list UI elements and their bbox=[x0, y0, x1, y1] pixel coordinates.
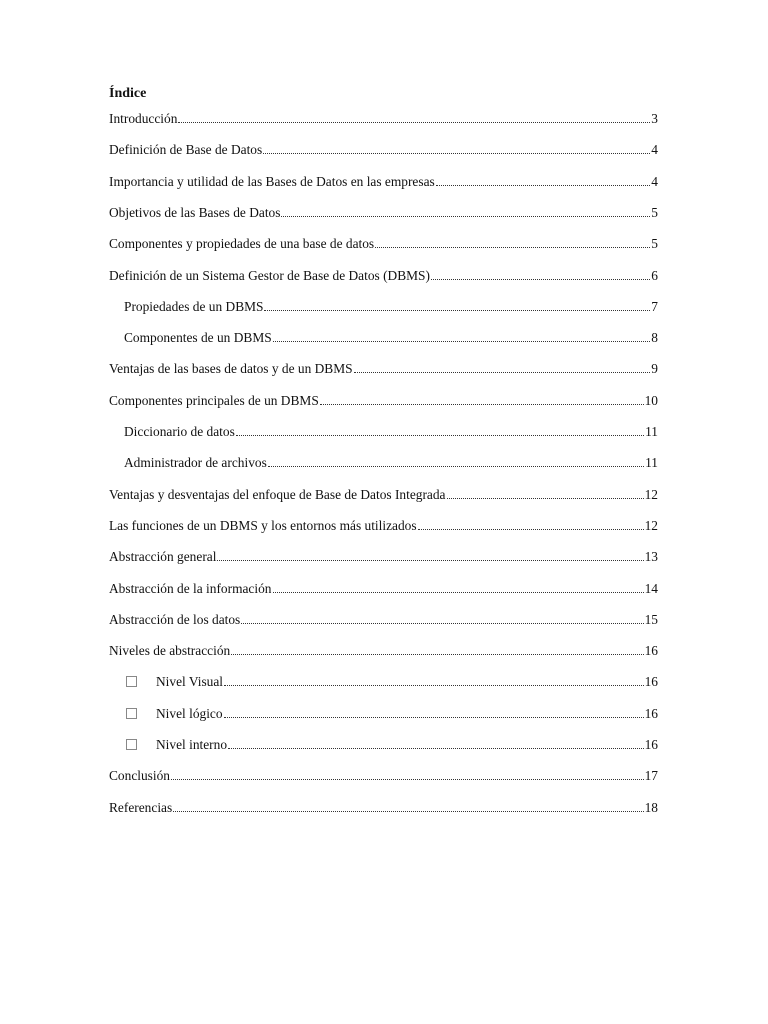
toc-entry-page-number: 17 bbox=[644, 768, 658, 784]
toc-entry-label: Objetivos de las Bases de Datos bbox=[109, 204, 281, 220]
checkbox-bullet-icon bbox=[126, 676, 137, 687]
toc-entry-page-number: 8 bbox=[651, 330, 658, 346]
toc-leader-dots bbox=[224, 707, 644, 718]
toc-entry-page-number: 4 bbox=[651, 142, 658, 158]
toc-leader-dots bbox=[268, 456, 644, 467]
toc-leader-dots bbox=[178, 112, 650, 123]
toc-entry-label: Nivel interno bbox=[156, 737, 228, 752]
toc-leader-dots bbox=[281, 206, 650, 217]
toc-entry-page-number: 5 bbox=[651, 236, 658, 252]
toc-leader-dots bbox=[263, 143, 650, 154]
toc-leader-dots bbox=[431, 269, 650, 280]
toc-entry-page-number: 4 bbox=[651, 173, 658, 189]
toc-leader-dots bbox=[320, 394, 644, 405]
toc-entry-page-number: 11 bbox=[645, 424, 658, 439]
toc-entry[interactable] bbox=[109, 235, 658, 253]
toc-leader-dots bbox=[418, 519, 644, 530]
toc-leader-dots bbox=[228, 738, 644, 749]
toc-leader-dots bbox=[273, 582, 644, 593]
toc-leader-dots bbox=[264, 300, 650, 311]
toc-entry-page-number: 5 bbox=[651, 204, 658, 220]
toc-entry[interactable] bbox=[109, 486, 658, 504]
toc-entry-label: Diccionario de datos bbox=[124, 424, 235, 439]
checkbox-bullet-icon bbox=[126, 708, 137, 719]
toc-leader-dots bbox=[236, 425, 644, 436]
toc-entry-label: Nivel Visual bbox=[156, 674, 224, 690]
toc-leader-dots bbox=[241, 613, 643, 624]
toc-leader-dots bbox=[224, 675, 644, 686]
toc-entry[interactable] bbox=[124, 705, 658, 723]
toc-entry-label: Conclusión bbox=[109, 768, 171, 784]
toc-entry-label: Nivel lógico bbox=[156, 705, 223, 721]
toc-entry-label: Abstracción general bbox=[109, 549, 217, 565]
toc-entry-page-number: 16 bbox=[644, 737, 658, 752]
toc-entry-page-number: 11 bbox=[645, 455, 658, 471]
toc-entry-label: Propiedades de un DBMS bbox=[124, 298, 264, 314]
toc-entry[interactable] bbox=[109, 392, 658, 410]
toc-entry[interactable] bbox=[124, 454, 658, 472]
toc-entry[interactable] bbox=[109, 267, 658, 285]
toc-entry-label: Definición de un Sistema Gestor de Base de Datos (DBMS) bbox=[109, 267, 430, 283]
toc-entry-label: Ventajas de las bases de datos y de un DBMS bbox=[109, 361, 353, 377]
toc-entry-label: Componentes principales de un DBMS bbox=[109, 392, 319, 408]
toc-entry-page-number: 9 bbox=[651, 361, 658, 377]
toc-entry-label: Niveles de abstracción bbox=[109, 643, 231, 659]
toc-leader-dots bbox=[447, 488, 644, 499]
toc-title: Índice bbox=[109, 86, 147, 101]
toc-leader-dots bbox=[217, 550, 643, 561]
checkbox-bullet-icon bbox=[126, 739, 137, 750]
toc-entry-page-number: 16 bbox=[644, 643, 658, 659]
toc-leader-dots bbox=[171, 769, 644, 780]
toc-entry-label: Administrador de archivos bbox=[124, 455, 267, 471]
toc-leader-dots bbox=[436, 175, 651, 186]
toc-entry-page-number: 3 bbox=[651, 111, 658, 126]
toc-entry[interactable] bbox=[109, 173, 658, 191]
toc-entry-label: Abstracción de los datos bbox=[109, 611, 241, 627]
toc-entry[interactable] bbox=[109, 141, 658, 159]
toc-entry-label: Ventajas y desventajas del enfoque de Base de Datos Integrada bbox=[109, 486, 446, 502]
toc-leader-dots bbox=[375, 237, 650, 248]
toc-entry[interactable] bbox=[109, 580, 658, 598]
toc-entry-label: Definición de Base de Datos bbox=[109, 142, 263, 158]
toc-leader-dots bbox=[231, 644, 643, 655]
toc-entry-page-number: 14 bbox=[644, 580, 658, 596]
toc-entry[interactable] bbox=[109, 517, 658, 535]
toc-entry[interactable] bbox=[124, 423, 658, 441]
toc-entry[interactable] bbox=[124, 298, 658, 316]
toc-entry-label: Componentes y propiedades de una base de datos bbox=[109, 236, 375, 252]
toc-entry-label: Referencias bbox=[109, 799, 173, 815]
toc-entry-label: Importancia y utilidad de las Bases de Datos en las empresas bbox=[109, 173, 435, 189]
toc-entry[interactable] bbox=[109, 548, 658, 566]
toc-entry-page-number: 10 bbox=[644, 392, 658, 408]
toc-entry-page-number: 16 bbox=[644, 674, 658, 690]
toc-entry[interactable] bbox=[124, 329, 658, 347]
toc-entry-page-number: 16 bbox=[644, 705, 658, 721]
toc-leader-dots bbox=[173, 801, 643, 812]
toc-entry-page-number: 12 bbox=[644, 486, 658, 502]
toc-entry[interactable] bbox=[109, 767, 658, 785]
toc-entry[interactable] bbox=[109, 360, 658, 378]
toc-entry[interactable] bbox=[109, 110, 658, 128]
toc-entry[interactable] bbox=[109, 611, 658, 629]
toc-entry-page-number: 7 bbox=[651, 298, 658, 314]
toc-entry-label: Abstracción de la información bbox=[109, 580, 272, 596]
toc-entry-page-number: 15 bbox=[644, 611, 658, 627]
toc-entry-page-number: 18 bbox=[644, 799, 658, 815]
toc-entry-page-number: 13 bbox=[644, 549, 658, 565]
toc-entry[interactable] bbox=[109, 799, 658, 817]
toc-entry[interactable] bbox=[124, 736, 658, 754]
toc-leader-dots bbox=[354, 362, 651, 373]
toc-entry-label: Componentes de un DBMS bbox=[124, 330, 272, 346]
toc-entry[interactable] bbox=[124, 673, 658, 691]
toc-entry-page-number: 6 bbox=[651, 267, 658, 283]
toc-entry[interactable] bbox=[109, 642, 658, 660]
toc-leader-dots bbox=[273, 331, 651, 342]
toc-entry-label: Las funciones de un DBMS y los entornos más utilizados bbox=[109, 517, 417, 533]
toc-entry[interactable] bbox=[109, 204, 658, 222]
toc-entry-page-number: 12 bbox=[644, 517, 658, 533]
toc-entry-label: Introducción bbox=[109, 111, 178, 126]
